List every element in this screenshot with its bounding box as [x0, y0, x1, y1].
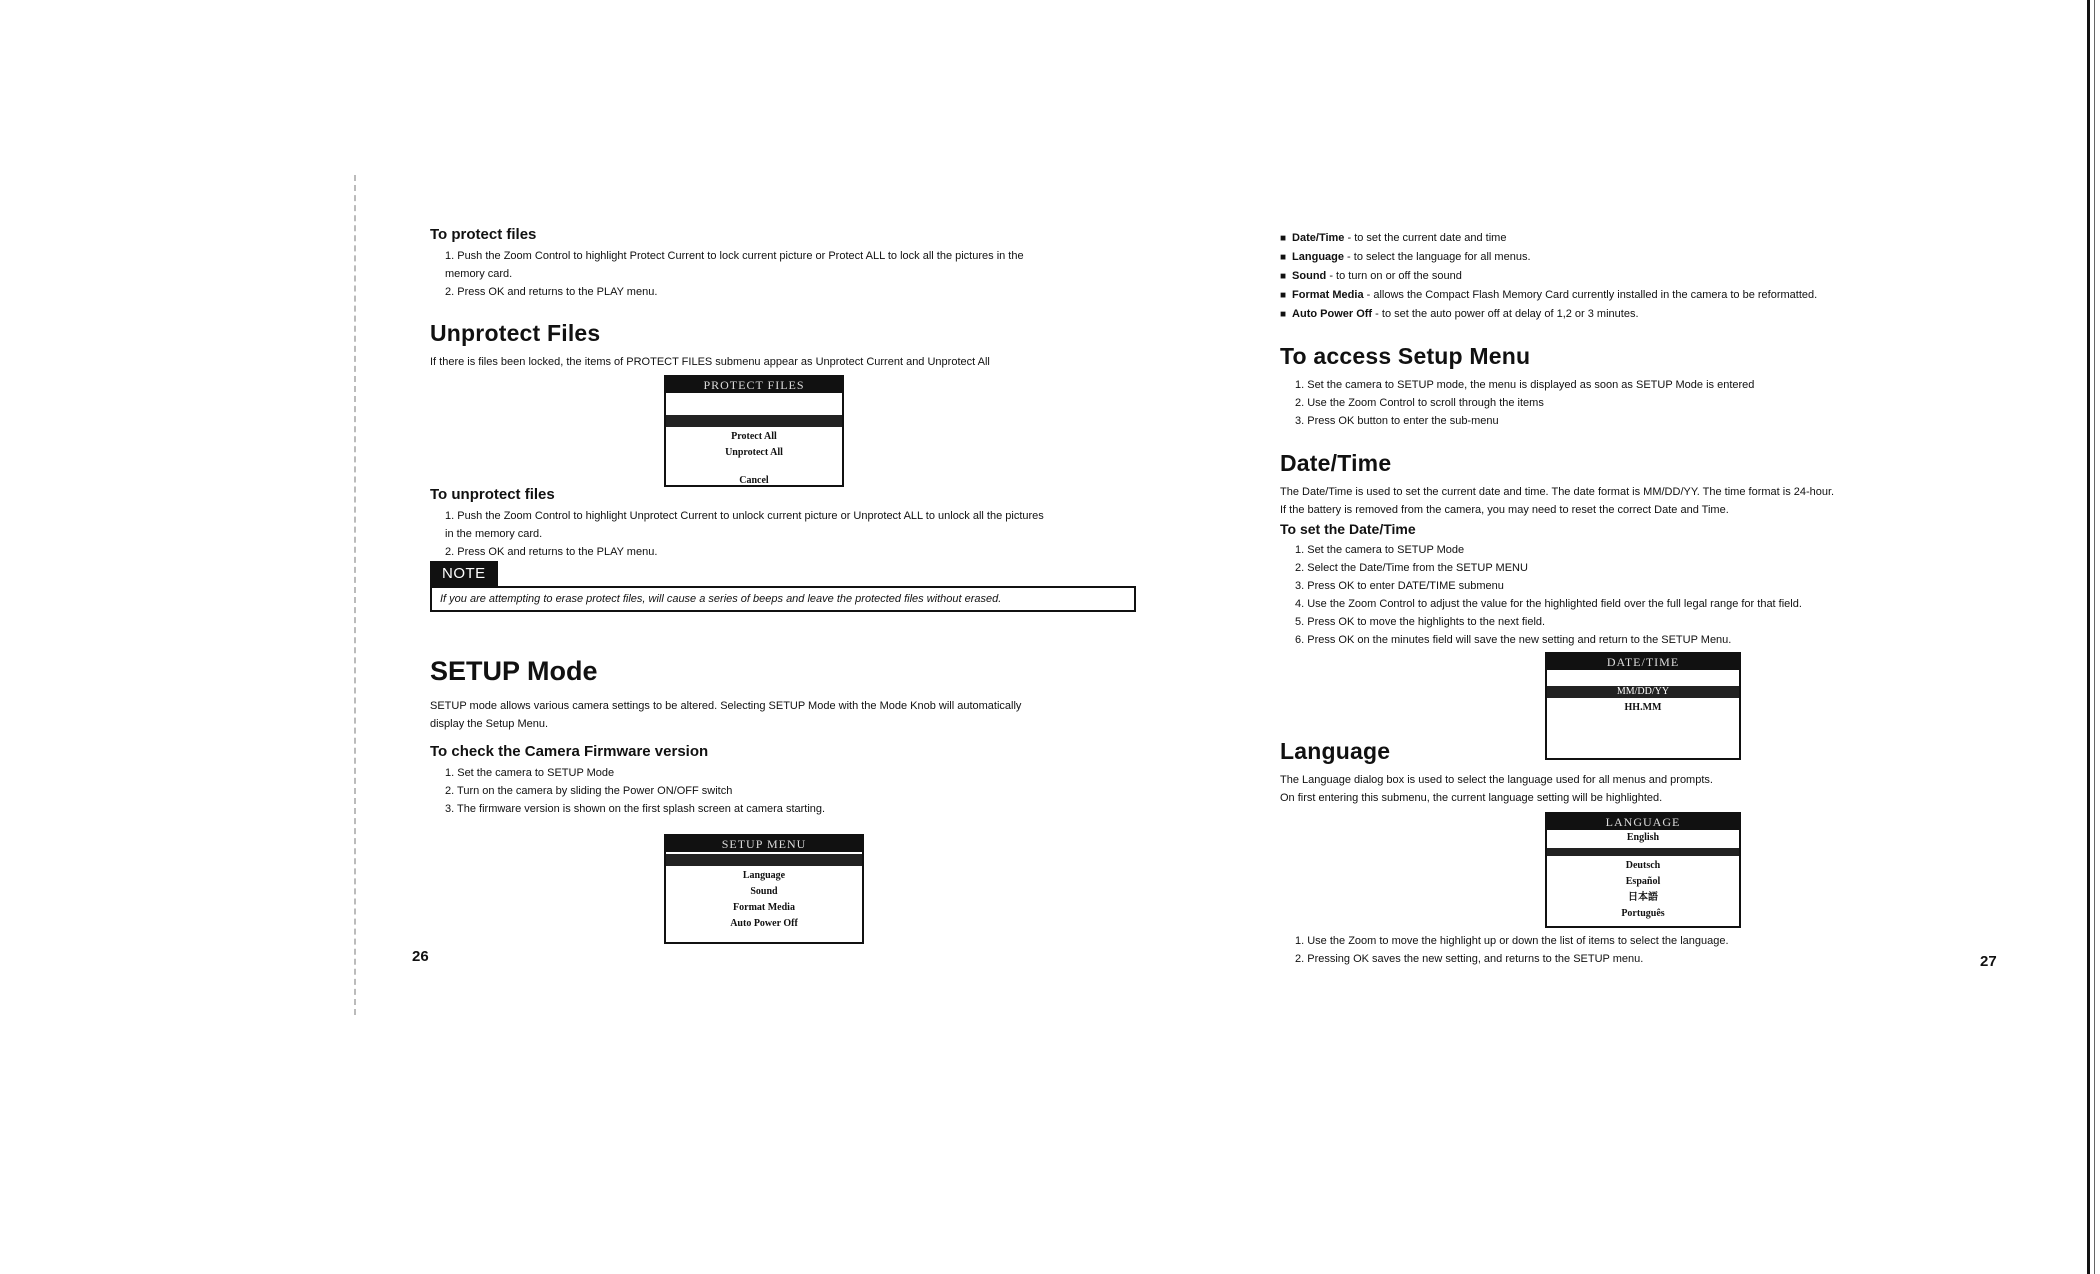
page-number-right: 27 [1980, 953, 1997, 970]
page-edge-right [2087, 0, 2090, 1274]
unprotect-files-subtitle: To unprotect files [430, 486, 555, 503]
unprotect-files-section [430, 320, 1150, 371]
bullet-format-media: ■ Format Media - allows the Compact Flash Memory Card currently installed in the camera to be reformatted. [1280, 286, 1980, 305]
unprotect-steps-section [430, 486, 1150, 561]
page-edge-right-thin [2094, 0, 2095, 1274]
language-steps-section [1280, 932, 1980, 968]
language-menu-title: LANGUAGE [1547, 814, 1739, 830]
date-time-menu-item: HH.MM [1624, 702, 1662, 713]
firmware-step-3: 3. The firmware version is shown on the first splash screen at camera starting. [445, 803, 826, 815]
date-time-step-6: 6. Press OK on the minutes field will save the new setting and return to the SETUP Menu. [1295, 634, 1732, 646]
setup-mode-desc-1: SETUP mode allows various camera settings to be altered. Selecting SETUP Mode with the Mode Knob will automatically [430, 700, 1022, 712]
protect-menu-highlight [666, 415, 842, 427]
date-time-menu-highlight: MM/DD/YY [1547, 686, 1739, 698]
language-menu-item: English [1626, 832, 1660, 843]
protect-step-1-cont: memory card. [445, 268, 513, 280]
firmware-title: To check the Camera Firmware version [430, 743, 709, 760]
language-heading: Language [1280, 738, 1391, 764]
access-setup-section [1280, 343, 1980, 430]
language-step-2: 2. Pressing OK saves the new setting, and returns to the SETUP menu. [1295, 953, 1644, 965]
set-date-time-title: To set the Date/Time [1280, 521, 1416, 537]
date-time-step-2: 2. Select the Date/Time from the SETUP MENU [1295, 562, 1528, 574]
language-menu [1545, 812, 1741, 928]
bullet-date-time: ■ Date/Time - to set the current date and time [1280, 229, 1980, 248]
language-desc-1: The Language dialog box is used to select the language used for all menus and prompts. [1280, 774, 1713, 786]
language-desc-2: On first entering this submenu, the current language setting will be highlighted. [1280, 792, 1663, 804]
access-step-2: 2. Use the Zoom Control to scroll through the items [1295, 397, 1544, 409]
language-menu-item: Deutsch [1625, 860, 1661, 871]
setup-menu-highlight [666, 854, 862, 866]
access-setup-heading: To access Setup Menu [1280, 343, 1531, 369]
bullet-language: ■ Language - to select the language for all menus. [1280, 248, 1980, 267]
language-menu-item: Español [1625, 876, 1661, 887]
firmware-step-1: 1. Set the camera to SETUP Mode [445, 767, 615, 779]
protect-menu-item: Unprotect All [725, 447, 783, 458]
language-section [1280, 738, 1980, 807]
access-step-1: 1. Set the camera to SETUP mode, the menu is displayed as soon as SETUP Mode is entered [1295, 379, 1755, 391]
setup-menu-item: Auto Power Off [730, 918, 798, 929]
setup-menu-item: Language [742, 870, 786, 881]
note-box [430, 561, 1136, 612]
date-time-desc-1: The Date/Time is used to set the current date and time. The date format is MM/DD/YY. The time format is 24-hour. [1280, 486, 1835, 498]
protect-step-1: 1. Push the Zoom Control to highlight Protect Current to lock current picture or Protect ALL to lock all the pictures in the [445, 250, 1024, 262]
setup-menu-item: Format Media [733, 902, 795, 913]
protect-menu-title: PROTECT FILES [666, 377, 842, 393]
firmware-step-2: 2. Turn on the camera by sliding the Power ON/OFF switch [445, 785, 733, 797]
setup-menu-item: Sound [750, 886, 778, 897]
note-text: If you are attempting to erase protect files, will cause a series of beeps and leave the protected files without erased. [430, 586, 1136, 612]
date-time-step-1: 1. Set the camera to SETUP Mode [1295, 544, 1465, 556]
protect-files-title: To protect files [430, 226, 537, 243]
unprotect-files-desc: If there is files been locked, the items of PROTECT FILES submenu appear as Unprotect Current and Unprotect All [430, 356, 990, 368]
setup-mode-desc-2: display the Setup Menu. [430, 718, 549, 730]
date-time-step-4: 4. Use the Zoom Control to adjust the value for the highlighted field over the full legal range for that field. [1295, 598, 1802, 610]
language-menu-item: 日本語 [1628, 892, 1658, 903]
setup-mode-heading: SETUP Mode [430, 656, 598, 686]
language-step-1: 1. Use the Zoom to move the highlight up or down the list of items to select the language. [1295, 935, 1729, 947]
unprotect-step-1: 1. Push the Zoom Control to highlight Unprotect Current to unlock current picture or Unprotect ALL to unlock all the pictures [445, 510, 1044, 522]
protect-files-section [430, 226, 1150, 301]
date-time-step-5: 5. Press OK to move the highlights to the next field. [1295, 616, 1546, 628]
setup-menu [664, 834, 864, 944]
page-edge-left [354, 175, 356, 1015]
page-number-left: 26 [412, 948, 429, 965]
date-time-menu-title: DATE/TIME [1547, 654, 1739, 670]
setup-mode-section [430, 656, 1150, 818]
bullet-sound: ■ Sound - to turn on or off the sound [1280, 267, 1980, 286]
setup-items-list [1280, 229, 1980, 324]
date-time-heading: Date/Time [1280, 450, 1392, 476]
unprotect-step-2: 2. Press OK and returns to the PLAY menu. [445, 546, 658, 558]
access-step-3: 3. Press OK button to enter the sub-menu [1295, 415, 1499, 427]
date-time-desc-2: If the battery is removed from the camera, you may need to reset the correct Date and Time. [1280, 504, 1729, 516]
protect-menu-item: Protect All [731, 431, 777, 442]
unprotect-files-heading: Unprotect Files [430, 320, 601, 346]
unprotect-step-1-cont: in the memory card. [445, 528, 543, 540]
protect-files-menu [664, 375, 844, 487]
bullet-auto-power-off: ■ Auto Power Off - to set the auto power off at delay of 1,2 or 3 minutes. [1280, 305, 1980, 324]
language-menu-item: Português [1621, 908, 1665, 919]
note-label: NOTE [430, 561, 498, 586]
language-menu-highlight [1547, 848, 1739, 856]
protect-menu-item: Cancel [739, 475, 769, 486]
date-time-step-3: 3. Press OK to enter DATE/TIME submenu [1295, 580, 1504, 592]
date-time-section [1280, 450, 1990, 649]
protect-step-2: 2. Press OK and returns to the PLAY menu. [445, 286, 658, 298]
setup-menu-title: SETUP MENU [666, 836, 862, 852]
